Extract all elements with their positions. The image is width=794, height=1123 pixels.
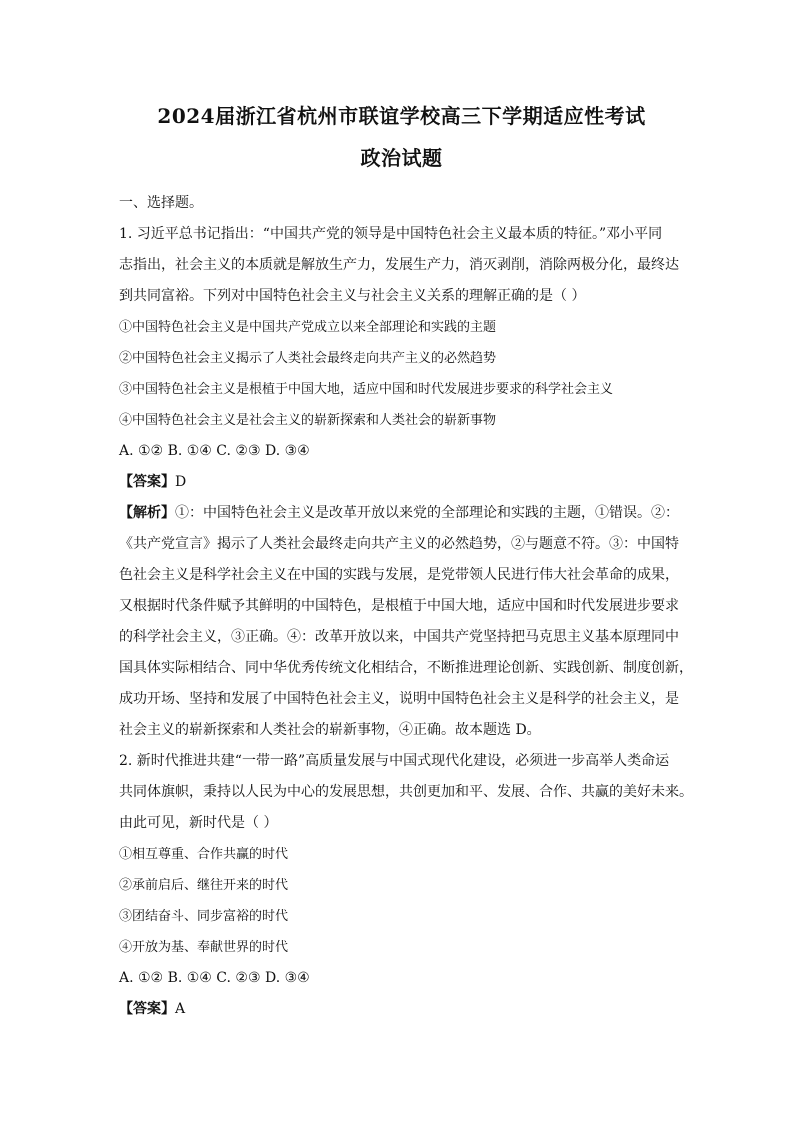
answer-tag: 【答案】 <box>119 1001 175 1017</box>
choice-item: ④中国特色社会主义是社会主义的崭新探索和人类社会的崭新事物 <box>119 413 497 428</box>
question-stem-line: 到共同富裕。下列对中国特色社会主义与社会主义关系的理解正确的是（ ） <box>119 288 586 304</box>
choice-item: ③团结奋斗、同步富裕的时代 <box>119 909 289 924</box>
choice-item: ②承前启后、继往开来的时代 <box>119 878 289 893</box>
analysis-line: 国具体实际相结合、同中华优秀传统文化相结合，不断推进理论创新、实践创新、制度创新， <box>119 660 693 676</box>
analysis-line: 色社会主义是科学社会主义在中国的实践与发展，是党带领人民进行伟大社会革命的成果， <box>119 567 679 583</box>
choice-item: ②中国特色社会主义揭示了人类社会最终走向共产主义的必然趋势 <box>119 351 497 366</box>
choice-item: ①中国特色社会主义是中国共产党成立以来全部理论和实践的主题 <box>119 320 497 335</box>
question-stem-line: 由此可见，新时代是（ ） <box>119 815 278 831</box>
answer-value: D <box>175 474 187 490</box>
analysis-line: 又根据时代条件赋予其鲜明的中国特色，是根植于中国大地，适应中国和时代发展进步要求 <box>119 598 679 614</box>
exam-page <box>119 100 693 1025</box>
analysis-line <box>119 498 684 529</box>
answer-line <box>119 994 684 1025</box>
choice-item: ①相互尊重、合作共赢的时代 <box>119 847 289 862</box>
answer-tag: 【答案】 <box>119 474 175 490</box>
analysis-line: 社会主义的崭新探索和人类社会的崭新事物，④正确。故本题选 D。 <box>119 722 541 738</box>
question-2 <box>119 746 693 1025</box>
answer-options: A. ①② B. ①④ C. ②③ D. ③④ <box>119 970 310 986</box>
analysis-line: 成功开场、坚持和发展了中国特色社会主义，说明中国特色社会主义是科学的社会主义，是 <box>119 691 679 707</box>
exam-title: 2024届浙江省杭州市联谊学校高三下学期适应性考试 <box>157 104 646 128</box>
question-stem-line: 2. 新时代推进共建“一带一路”高质量发展与中国式现代化建设，必须进一步高举人类命运 <box>119 753 670 769</box>
analysis-tag: 【解析】 <box>119 505 175 521</box>
choice-item: ④开放为基、奉献世界的时代 <box>119 940 289 955</box>
question-stem-line: 志指出，社会主义的本质就是解放生产力，发展生产力，消灭剥削，消除两极分化，最终达 <box>119 257 679 273</box>
section-heading: 一、选择题。 <box>119 195 203 211</box>
question-stem-line: 1. 习近平总书记指出：“中国共产党的领导是中国特色社会主义最本质的特征。”邓小平同 <box>119 226 663 242</box>
analysis-text: ①：中国特色社会主义是改革开放以来党的全部理论和实践的主题，①错误。②： <box>175 505 679 521</box>
choice-item: ③中国特色社会主义是根植于中国大地，适应中国和时代发展进步要求的科学社会主义 <box>119 382 614 397</box>
analysis-line: 的科学社会主义，③正确。④：改革开放以来，中国共产党坚持把马克思主义基本原理同中 <box>119 629 679 645</box>
answer-options: A. ①② B. ①④ C. ②③ D. ③④ <box>119 443 310 459</box>
question-stem-line: 共同体旗帜，秉持以人民为中心的发展思想，共创更加和平、发展、合作、共赢的美好未来。 <box>119 784 693 800</box>
exam-subtitle: 政治试题 <box>360 146 443 170</box>
answer-line <box>119 467 684 498</box>
analysis-line: 《共产党宣言》揭示了人类社会最终走向共产主义的必然趋势，②与题意不符。③：中国特 <box>119 536 679 552</box>
question-1 <box>119 219 693 746</box>
answer-value: A <box>175 1001 186 1017</box>
